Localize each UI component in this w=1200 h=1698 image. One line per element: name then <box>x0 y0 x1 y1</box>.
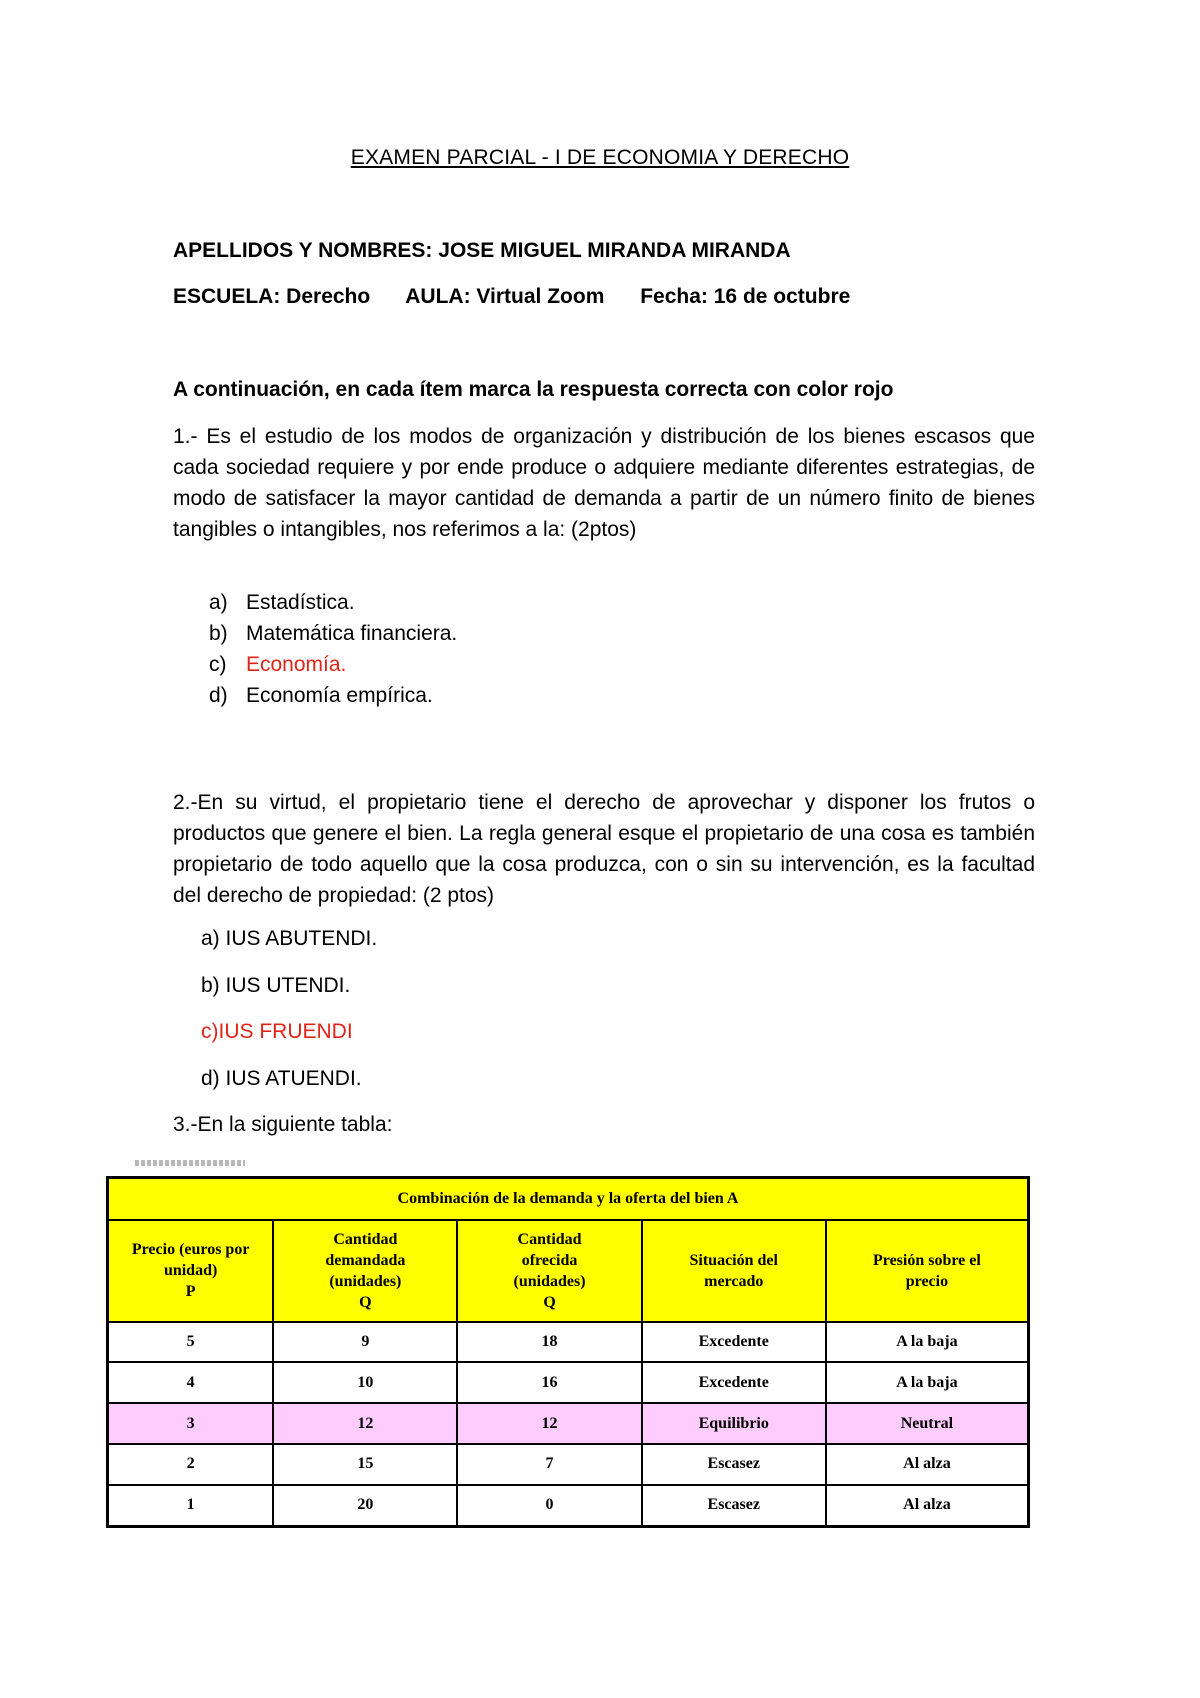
q1-option-text: Economía empírica. <box>246 684 433 707</box>
cell-ofrecida: 18 <box>457 1322 641 1363</box>
q1-option-label: d) <box>209 684 228 707</box>
cell-ofrecida: 7 <box>457 1444 641 1485</box>
q1-option-text-correct: Economía. <box>246 653 347 676</box>
cell-situacion: Excedente <box>642 1322 826 1363</box>
cell-situacion: Escasez <box>642 1444 826 1485</box>
cell-situacion: Excedente <box>642 1362 826 1403</box>
q1-option-text: Estadística. <box>246 591 355 614</box>
header-presion: Presión sobre el precio <box>826 1220 1029 1322</box>
scanned-caption-fragment <box>135 1160 245 1166</box>
cell-demandada: 12 <box>273 1403 457 1444</box>
table-title-row <box>108 1178 1029 1220</box>
cell-precio: 2 <box>108 1444 274 1485</box>
cell-demandada: 20 <box>273 1485 457 1527</box>
table-row <box>108 1322 1029 1363</box>
student-name: APELLIDOS Y NOMBRES: JOSE MIGUEL MIRANDA MIRANDA <box>173 239 791 262</box>
cell-precio: 5 <box>108 1322 274 1363</box>
q1-option-label: c) <box>209 653 227 676</box>
escuela-field: ESCUELA: Derecho <box>173 285 371 308</box>
table-row <box>108 1444 1029 1485</box>
q1-option-label: a) <box>209 591 228 614</box>
header-cantidad-demandada: Cantidad demandada (unidades) Q <box>273 1220 457 1322</box>
q1-option-a <box>209 587 355 618</box>
table-caption: Combinación de la demanda y la oferta del bien A <box>108 1178 1029 1220</box>
table-row-equilibrium <box>108 1403 1029 1444</box>
q1-option-text: Matemática financiera. <box>246 622 458 645</box>
q2-option-d: d) IUS ATUENDI. <box>201 1067 362 1090</box>
cell-presion: Al alza <box>826 1444 1029 1485</box>
header-situacion: Situación del mercado <box>642 1220 826 1322</box>
cell-ofrecida: 12 <box>457 1403 641 1444</box>
q2-option-a: a) IUS ABUTENDI. <box>201 927 378 950</box>
header-cantidad-ofrecida: Cantidad ofrecida (unidades) Q <box>457 1220 641 1322</box>
fecha-field: Fecha: 16 de octubre <box>640 285 851 308</box>
cell-demandada: 15 <box>273 1444 457 1485</box>
aula-field: AULA: Virtual Zoom <box>405 285 605 308</box>
supply-demand-table <box>106 1176 1030 1528</box>
cell-presion: Al alza <box>826 1485 1029 1527</box>
q1-option-c-answer <box>209 649 346 680</box>
cell-demandada: 10 <box>273 1362 457 1403</box>
cell-precio: 4 <box>108 1362 274 1403</box>
cell-ofrecida: 0 <box>457 1485 641 1527</box>
cell-precio: 1 <box>108 1485 274 1527</box>
table-row <box>108 1362 1029 1403</box>
table-row <box>108 1485 1029 1527</box>
cell-demandada: 9 <box>273 1322 457 1363</box>
question-1-text: 1.- Es el estudio de los modos de organización y distribución de los bienes escasos que cada sociedad requiere y por ende produce o adquiere mediante diferentes estrategias, de modo de satisfacer la mayor cantidad de demanda a partir de un número finito de bienes tangibles o intangibles, nos referimos a la: (2ptos) <box>173 425 1035 541</box>
q1-option-d <box>209 680 433 711</box>
question-3-text: 3.-En la siguiente tabla: <box>173 1113 393 1136</box>
question-2-text: 2.-En su virtud, el propietario tiene el derecho de aprovechar y disponer los frutos o productos que genere el bien. La regla general esque el propietario de una cosa es también propietario de todo aquello que la cosa produzca, con o sin su intervención, es la facultad del derecho de propiedad: (2 ptos) <box>173 791 1035 907</box>
instructions: A continuación, en cada ítem marca la respuesta correcta con color rojo <box>173 378 894 401</box>
header-precio: Precio (euros por unidad) P <box>108 1220 274 1322</box>
cell-situacion: Equilibrio <box>642 1403 826 1444</box>
cell-presion: Neutral <box>826 1403 1029 1444</box>
cell-situacion: Escasez <box>642 1485 826 1527</box>
cell-presion: A la baja <box>826 1362 1029 1403</box>
q2-option-c-answer: c)IUS FRUENDI <box>201 1020 353 1043</box>
cell-ofrecida: 16 <box>457 1362 641 1403</box>
q1-option-b <box>209 618 457 649</box>
cell-presion: A la baja <box>826 1322 1029 1363</box>
student-info-line <box>173 285 880 309</box>
exam-title: EXAMEN PARCIAL - I DE ECONOMIA Y DERECHO <box>350 146 850 169</box>
cell-precio: 3 <box>108 1403 274 1444</box>
q1-option-label: b) <box>209 622 228 645</box>
table-header-row <box>108 1220 1029 1322</box>
q2-option-b: b) IUS UTENDI. <box>201 974 351 997</box>
